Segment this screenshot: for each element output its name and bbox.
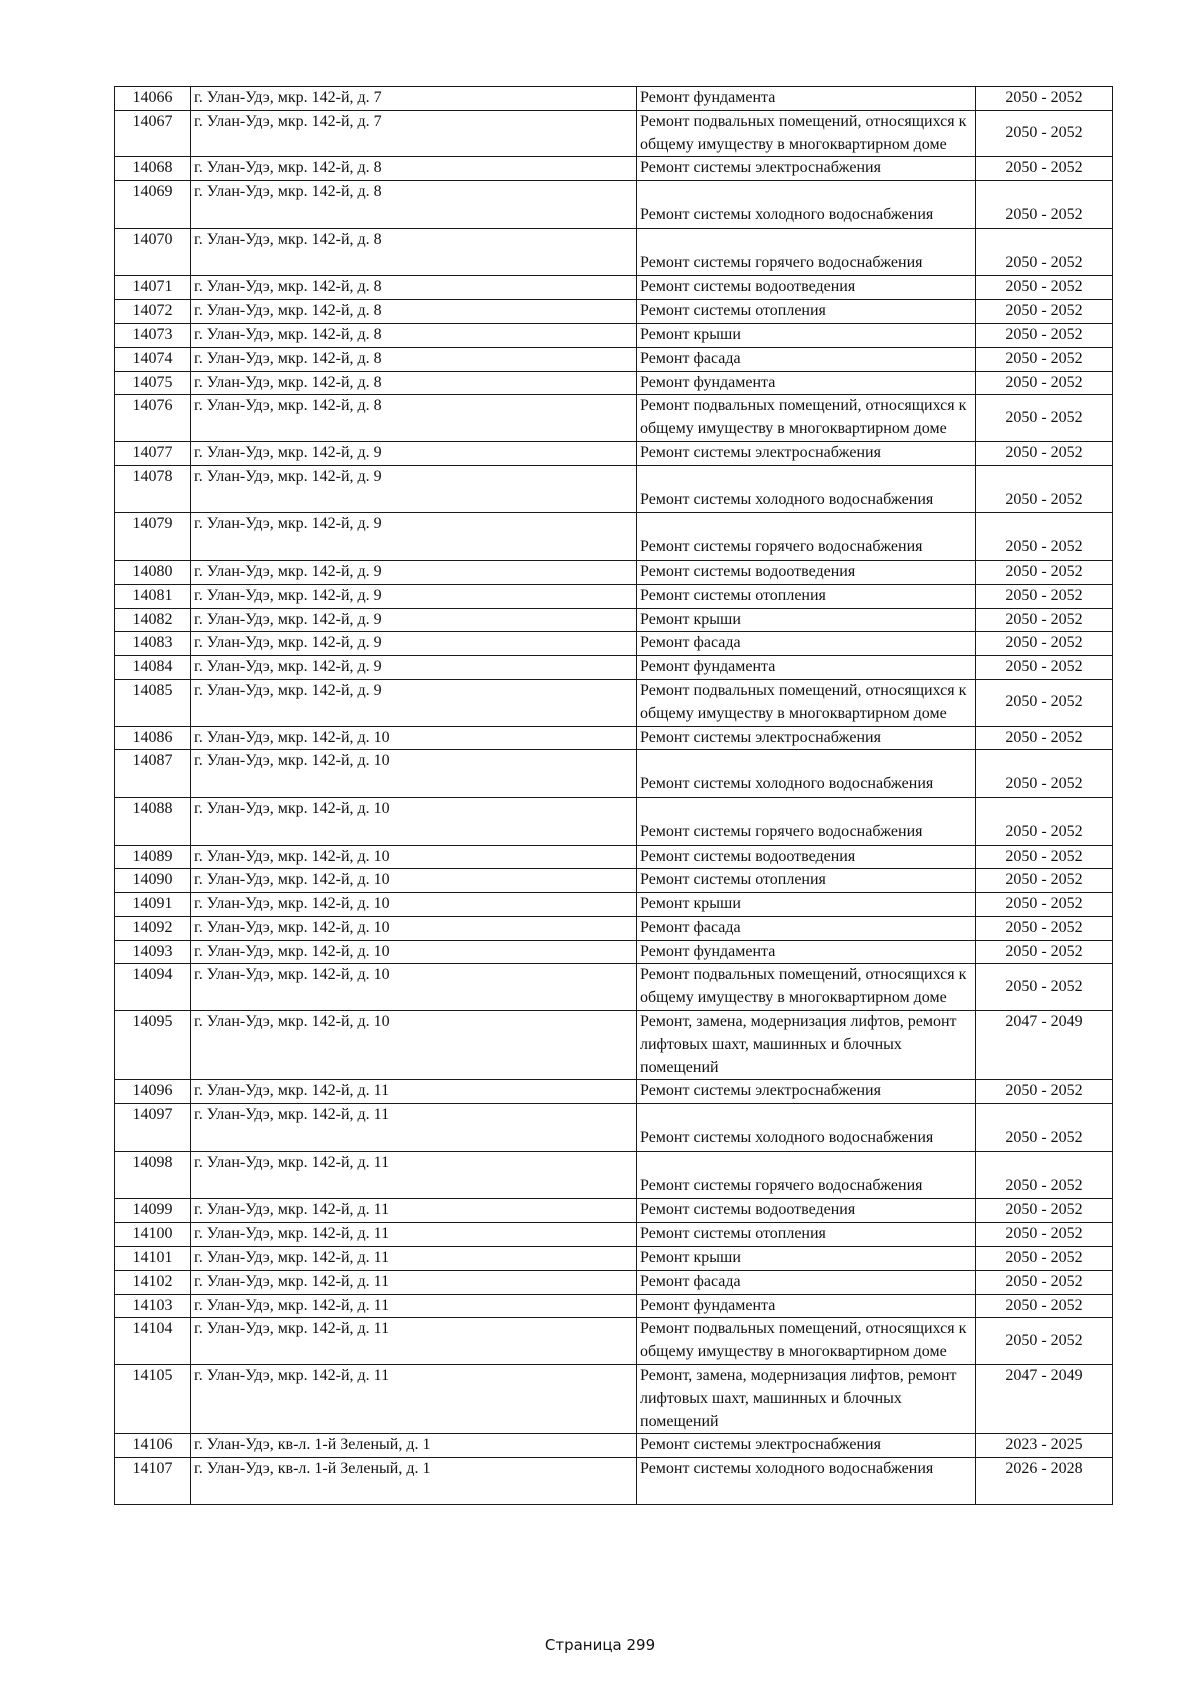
- row-number: 14105: [115, 1365, 191, 1434]
- row-period: 2050 - 2052: [976, 845, 1113, 869]
- table-row: [115, 1458, 1113, 1505]
- row-address: г. Улан-Удэ, мкр. 142-й, д. 8: [191, 371, 637, 395]
- table-row: [115, 1223, 1113, 1247]
- row-period: 2050 - 2052: [976, 347, 1113, 371]
- row-number: 14081: [115, 584, 191, 608]
- row-address: г. Улан-Удэ, мкр. 142-й, д. 11: [191, 1365, 637, 1434]
- row-number: 14067: [115, 110, 191, 157]
- row-period: 2050 - 2052: [976, 228, 1113, 276]
- row-work-type: Ремонт фасада: [637, 347, 976, 371]
- row-number: 14097: [115, 1104, 191, 1152]
- row-period: 2050 - 2052: [976, 1294, 1113, 1318]
- row-address: г. Улан-Удэ, мкр. 142-й, д. 10: [191, 797, 637, 845]
- row-work-type: Ремонт фундамента: [637, 87, 976, 111]
- table-row: [115, 323, 1113, 347]
- table-row: [115, 679, 1113, 726]
- row-number: 14107: [115, 1458, 191, 1505]
- row-work-type: Ремонт системы холодного водоснабжения: [637, 1458, 976, 1505]
- row-work-type: Ремонт системы электроснабжения: [637, 1080, 976, 1104]
- row-period: 2050 - 2052: [976, 323, 1113, 347]
- table-row: [115, 465, 1113, 513]
- table-row: [115, 940, 1113, 964]
- row-period: 2050 - 2052: [976, 441, 1113, 465]
- row-address: г. Улан-Удэ, мкр. 142-й, д. 11: [191, 1270, 637, 1294]
- table-row: [115, 893, 1113, 917]
- table-row: [115, 395, 1113, 442]
- row-work-type: Ремонт системы отопления: [637, 869, 976, 893]
- row-period: 2050 - 2052: [976, 726, 1113, 750]
- row-work-type: Ремонт крыши: [637, 1247, 976, 1271]
- row-work-type: Ремонт фасада: [637, 1270, 976, 1294]
- table-row: [115, 726, 1113, 750]
- row-address: г. Улан-Удэ, мкр. 142-й, д. 7: [191, 87, 637, 111]
- row-number: 14095: [115, 1011, 191, 1080]
- table-row: [115, 276, 1113, 300]
- row-address: г. Улан-Удэ, мкр. 142-й, д. 8: [191, 181, 637, 229]
- row-period: 2050 - 2052: [976, 1080, 1113, 1104]
- row-number: 14102: [115, 1270, 191, 1294]
- row-number: 14079: [115, 513, 191, 561]
- row-number: 14084: [115, 656, 191, 680]
- row-period: 2050 - 2052: [976, 181, 1113, 229]
- row-period: 2050 - 2052: [976, 1247, 1113, 1271]
- row-number: 14103: [115, 1294, 191, 1318]
- row-work-type: Ремонт фасада: [637, 632, 976, 656]
- row-period: 2050 - 2052: [976, 395, 1113, 442]
- row-period: 2050 - 2052: [976, 1151, 1113, 1199]
- row-number: 14096: [115, 1080, 191, 1104]
- row-number: 14086: [115, 726, 191, 750]
- row-period: 2050 - 2052: [976, 608, 1113, 632]
- row-work-type: Ремонт фундамента: [637, 1294, 976, 1318]
- row-address: г. Улан-Удэ, мкр. 142-й, д. 9: [191, 632, 637, 656]
- row-address: г. Улан-Удэ, мкр. 142-й, д. 10: [191, 964, 637, 1011]
- table-row: [115, 750, 1113, 798]
- row-work-type: Ремонт системы водоотведения: [637, 845, 976, 869]
- row-work-type: Ремонт фундамента: [637, 656, 976, 680]
- row-number: 14092: [115, 916, 191, 940]
- row-period: 2050 - 2052: [976, 656, 1113, 680]
- table-row: [115, 584, 1113, 608]
- table-row: [115, 1247, 1113, 1271]
- row-number: 14085: [115, 679, 191, 726]
- row-period: 2050 - 2052: [976, 584, 1113, 608]
- row-number: 14083: [115, 632, 191, 656]
- row-number: 14091: [115, 893, 191, 917]
- row-work-type: Ремонт крыши: [637, 323, 976, 347]
- row-work-type: Ремонт, замена, модернизация лифтов, ремонт лифтовых шахт, машинных и блочных помещений: [637, 1011, 976, 1080]
- row-period: 2050 - 2052: [976, 276, 1113, 300]
- row-work-type: Ремонт крыши: [637, 608, 976, 632]
- table-row: [115, 964, 1113, 1011]
- row-work-type: Ремонт системы электроснабжения: [637, 441, 976, 465]
- row-address: г. Улан-Удэ, мкр. 142-й, д. 11: [191, 1318, 637, 1365]
- row-number: 14069: [115, 181, 191, 229]
- row-address: г. Улан-Удэ, мкр. 142-й, д. 8: [191, 347, 637, 371]
- row-period: 2047 - 2049: [976, 1365, 1113, 1434]
- row-period: 2050 - 2052: [976, 513, 1113, 561]
- row-number: 14094: [115, 964, 191, 1011]
- row-work-type: Ремонт системы холодного водоснабжения: [637, 465, 976, 513]
- row-period: 2026 - 2028: [976, 1458, 1113, 1505]
- row-period: 2050 - 2052: [976, 1318, 1113, 1365]
- row-work-type: Ремонт подвальных помещений, относящихся к общему имуществу в многоквартирном доме: [637, 395, 976, 442]
- row-address: г. Улан-Удэ, мкр. 142-й, д. 8: [191, 276, 637, 300]
- table-row: [115, 181, 1113, 229]
- table-row: [115, 1318, 1113, 1365]
- row-address: г. Улан-Удэ, мкр. 142-й, д. 8: [191, 323, 637, 347]
- row-work-type: Ремонт системы горячего водоснабжения: [637, 1151, 976, 1199]
- row-period: 2050 - 2052: [976, 1223, 1113, 1247]
- row-address: г. Улан-Удэ, мкр. 142-й, д. 9: [191, 584, 637, 608]
- table-row: [115, 560, 1113, 584]
- row-period: 2050 - 2052: [976, 1104, 1113, 1152]
- row-address: г. Улан-Удэ, мкр. 142-й, д. 10: [191, 845, 637, 869]
- capital-repair-table: [114, 86, 1113, 1505]
- row-address: г. Улан-Удэ, мкр. 142-й, д. 11: [191, 1199, 637, 1223]
- table-row: [115, 869, 1113, 893]
- row-address: г. Улан-Удэ, мкр. 142-й, д. 10: [191, 869, 637, 893]
- row-work-type: Ремонт системы отопления: [637, 1223, 976, 1247]
- table-row: [115, 441, 1113, 465]
- row-number: 14073: [115, 323, 191, 347]
- row-period: 2050 - 2052: [976, 465, 1113, 513]
- row-period: 2050 - 2052: [976, 371, 1113, 395]
- table-row: [115, 513, 1113, 561]
- row-address: г. Улан-Удэ, мкр. 142-й, д. 11: [191, 1294, 637, 1318]
- row-period: 2050 - 2052: [976, 797, 1113, 845]
- row-number: 14099: [115, 1199, 191, 1223]
- row-address: г. Улан-Удэ, мкр. 142-й, д. 9: [191, 608, 637, 632]
- table-row: [115, 1104, 1113, 1152]
- row-number: 14078: [115, 465, 191, 513]
- row-number: 14087: [115, 750, 191, 798]
- row-number: 14072: [115, 300, 191, 324]
- row-number: 14093: [115, 940, 191, 964]
- row-period: 2047 - 2049: [976, 1011, 1113, 1080]
- table-row: [115, 1270, 1113, 1294]
- row-address: г. Улан-Удэ, мкр. 142-й, д. 9: [191, 513, 637, 561]
- row-address: г. Улан-Удэ, мкр. 142-й, д. 11: [191, 1223, 637, 1247]
- table-row: [115, 916, 1113, 940]
- row-address: г. Улан-Удэ, мкр. 142-й, д. 11: [191, 1104, 637, 1152]
- row-period: 2050 - 2052: [976, 87, 1113, 111]
- table-row: [115, 371, 1113, 395]
- row-period: 2050 - 2052: [976, 869, 1113, 893]
- row-period: 2050 - 2052: [976, 157, 1113, 181]
- row-work-type: Ремонт системы отопления: [637, 300, 976, 324]
- table-row: [115, 87, 1113, 111]
- row-number: 14076: [115, 395, 191, 442]
- row-address: г. Улан-Удэ, мкр. 142-й, д. 9: [191, 679, 637, 726]
- row-period: 2050 - 2052: [976, 916, 1113, 940]
- row-period: 2050 - 2052: [976, 1199, 1113, 1223]
- row-number: 14068: [115, 157, 191, 181]
- row-number: 14088: [115, 797, 191, 845]
- row-number: 14066: [115, 87, 191, 111]
- row-number: 14070: [115, 228, 191, 276]
- row-address: г. Улан-Удэ, мкр. 142-й, д. 8: [191, 395, 637, 442]
- table-row: [115, 1151, 1113, 1199]
- row-work-type: Ремонт подвальных помещений, относящихся к общему имуществу в многоквартирном доме: [637, 679, 976, 726]
- row-number: 14075: [115, 371, 191, 395]
- row-period: 2050 - 2052: [976, 940, 1113, 964]
- row-address: г. Улан-Удэ, мкр. 142-й, д. 10: [191, 916, 637, 940]
- row-work-type: Ремонт фундамента: [637, 940, 976, 964]
- table-row: [115, 300, 1113, 324]
- row-period: 2050 - 2052: [976, 750, 1113, 798]
- row-period: 2050 - 2052: [976, 632, 1113, 656]
- row-address: г. Улан-Удэ, мкр. 142-й, д. 9: [191, 656, 637, 680]
- row-number: 14090: [115, 869, 191, 893]
- row-period: 2023 - 2025: [976, 1434, 1113, 1458]
- row-work-type: Ремонт системы холодного водоснабжения: [637, 181, 976, 229]
- row-address: г. Улан-Удэ, мкр. 142-й, д. 9: [191, 465, 637, 513]
- row-period: 2050 - 2052: [976, 1270, 1113, 1294]
- table-row: [115, 1365, 1113, 1434]
- row-number: 14082: [115, 608, 191, 632]
- row-number: 14074: [115, 347, 191, 371]
- row-address: г. Улан-Удэ, мкр. 142-й, д. 10: [191, 750, 637, 798]
- row-address: г. Улан-Удэ, мкр. 142-й, д. 10: [191, 893, 637, 917]
- row-address: г. Улан-Удэ, мкр. 142-й, д. 11: [191, 1080, 637, 1104]
- table-row: [115, 347, 1113, 371]
- row-period: 2050 - 2052: [976, 560, 1113, 584]
- row-number: 14089: [115, 845, 191, 869]
- row-work-type: Ремонт подвальных помещений, относящихся к общему имуществу в многоквартирном доме: [637, 964, 976, 1011]
- row-work-type: Ремонт системы горячего водоснабжения: [637, 797, 976, 845]
- row-work-type: Ремонт крыши: [637, 893, 976, 917]
- row-period: 2050 - 2052: [976, 300, 1113, 324]
- table-row: [115, 656, 1113, 680]
- row-work-type: Ремонт системы водоотведения: [637, 560, 976, 584]
- row-number: 14106: [115, 1434, 191, 1458]
- row-address: г. Улан-Удэ, мкр. 142-й, д. 10: [191, 940, 637, 964]
- row-work-type: Ремонт системы водоотведения: [637, 276, 976, 300]
- row-work-type: Ремонт подвальных помещений, относящихся к общему имуществу в многоквартирном доме: [637, 110, 976, 157]
- row-address: г. Улан-Удэ, мкр. 142-й, д. 10: [191, 726, 637, 750]
- row-address: г. Улан-Удэ, мкр. 142-й, д. 10: [191, 1011, 637, 1080]
- row-work-type: Ремонт системы холодного водоснабжения: [637, 1104, 976, 1152]
- row-number: 14101: [115, 1247, 191, 1271]
- row-period: 2050 - 2052: [976, 679, 1113, 726]
- row-address: г. Улан-Удэ, кв-л. 1-й Зеленый, д. 1: [191, 1434, 637, 1458]
- row-number: 14071: [115, 276, 191, 300]
- row-period: 2050 - 2052: [976, 964, 1113, 1011]
- row-work-type: Ремонт подвальных помещений, относящихся к общему имуществу в многоквартирном доме: [637, 1318, 976, 1365]
- row-period: 2050 - 2052: [976, 893, 1113, 917]
- table-body: [115, 87, 1113, 1505]
- table-row: [115, 1080, 1113, 1104]
- row-address: г. Улан-Удэ, мкр. 142-й, д. 8: [191, 228, 637, 276]
- table-row: [115, 845, 1113, 869]
- row-work-type: Ремонт системы электроснабжения: [637, 157, 976, 181]
- row-address: г. Улан-Удэ, мкр. 142-й, д. 8: [191, 300, 637, 324]
- row-address: г. Улан-Удэ, мкр. 142-й, д. 11: [191, 1151, 637, 1199]
- row-work-type: Ремонт системы электроснабжения: [637, 726, 976, 750]
- table-row: [115, 228, 1113, 276]
- row-period: 2050 - 2052: [976, 110, 1113, 157]
- table-row: [115, 1434, 1113, 1458]
- table-row: [115, 1011, 1113, 1080]
- row-work-type: Ремонт системы горячего водоснабжения: [637, 513, 976, 561]
- row-work-type: Ремонт системы холодного водоснабжения: [637, 750, 976, 798]
- table-row: [115, 110, 1113, 157]
- row-address: г. Улан-Удэ, мкр. 142-й, д. 9: [191, 560, 637, 584]
- row-number: 14100: [115, 1223, 191, 1247]
- row-number: 14080: [115, 560, 191, 584]
- row-address: г. Улан-Удэ, мкр. 142-й, д. 8: [191, 157, 637, 181]
- page-number: Страница 299: [544, 1636, 656, 1654]
- row-number: 14104: [115, 1318, 191, 1365]
- row-address: г. Улан-Удэ, мкр. 142-й, д. 7: [191, 110, 637, 157]
- row-work-type: Ремонт системы водоотведения: [637, 1199, 976, 1223]
- row-number: 14077: [115, 441, 191, 465]
- row-work-type: Ремонт фундамента: [637, 371, 976, 395]
- row-address: г. Улан-Удэ, мкр. 142-й, д. 9: [191, 441, 637, 465]
- table-row: [115, 1199, 1113, 1223]
- table-row: [115, 157, 1113, 181]
- table-row: [115, 1294, 1113, 1318]
- row-work-type: Ремонт системы горячего водоснабжения: [637, 228, 976, 276]
- row-work-type: Ремонт фасада: [637, 916, 976, 940]
- row-work-type: Ремонт системы электроснабжения: [637, 1434, 976, 1458]
- row-work-type: Ремонт, замена, модернизация лифтов, ремонт лифтовых шахт, машинных и блочных помещений: [637, 1365, 976, 1434]
- table-row: [115, 797, 1113, 845]
- table-row: [115, 608, 1113, 632]
- row-address: г. Улан-Удэ, мкр. 142-й, д. 11: [191, 1247, 637, 1271]
- row-number: 14098: [115, 1151, 191, 1199]
- row-work-type: Ремонт системы отопления: [637, 584, 976, 608]
- table-row: [115, 632, 1113, 656]
- row-address: г. Улан-Удэ, кв-л. 1-й Зеленый, д. 1: [191, 1458, 637, 1505]
